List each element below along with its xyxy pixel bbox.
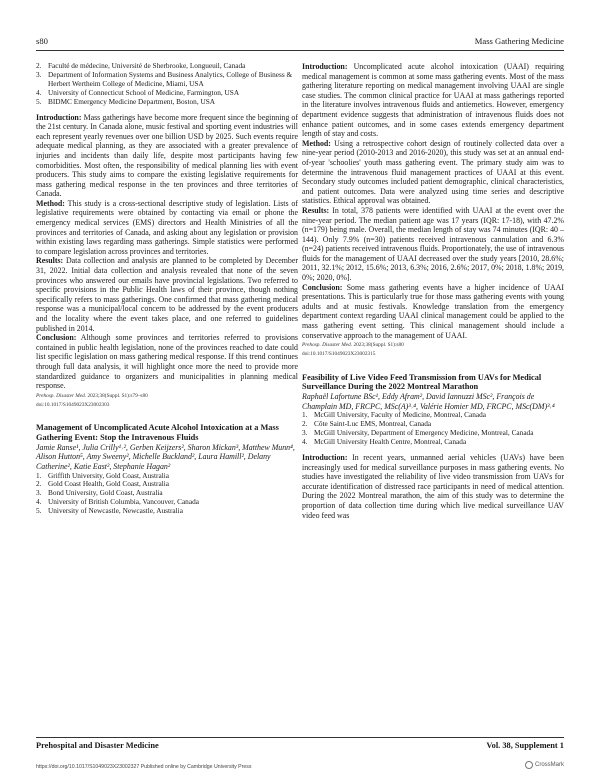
method-paragraph: Method: Using a retrospective cohort design of routinely collected data over a nine-year period (2010-2013 and 2016-2020), this study was set at an annual end-of-year 'schoolies' youth mass gathering event. The primary study aim was to determine the intravenous fluid management practices of UAAI at this event. Secondary study outcomes included patient demographic, clinical characteristics, and patient outcomes. Data were analyzed using time series and descriptive statistics. Ethical approval was obtained.	[302, 138, 564, 206]
article-affiliations	[302, 411, 564, 447]
running-header	[36, 36, 564, 48]
affiliation: 2. Gold Coast Health, Gold Coast, Australia	[36, 479, 169, 489]
method-paragraph: Method: This study is a cross-sectional descriptive study of legislation. Lists of legislative requirements were obtained by contacting via email or phone the emergency medical services (EMS) directors and Health Ministries of all the provinces and territories of Canada, and asking about any legislation or provision within existing laws regarding mass gatherings. Simple statistics were performed to compare legislation across provinces and territories.	[36, 198, 298, 256]
article-authors: Jamie Ranse¹, Julia Crilly¹˒², Gerben Keijzers², Sharon Mickan³, Matthew Munn⁴, Alison Hutton⁵, Amy Sweeny², Michelle Buckland², Laura Hamill², Delany Catherine², Katie East², Stephanie Hagan²	[36, 442, 295, 471]
page-number: s80	[36, 36, 48, 46]
crossmark-icon	[525, 761, 533, 769]
doi-link[interactable]: doi:10.1017/S1049023X23002303	[36, 401, 110, 408]
journal-name: Prehospital and Disaster Medicine	[36, 741, 159, 750]
publisher-credit[interactable]: https://doi.org/10.1017/S1049023X23002327 Published online by Cambridge University Press	[36, 764, 252, 770]
affiliation: 4. McGill University Health Centre, Montreal, Canada	[302, 437, 467, 447]
article-affiliations	[36, 472, 298, 517]
affiliation: 2. Faculté de médecine, Université de Sherbrooke, Longueuil, Canada	[36, 61, 246, 70]
article-title: Feasibility of Live Video Feed Transmission from UAVs for Medical Surveillance During the 2022 Montreal Marathon	[302, 372, 542, 392]
affiliation: 2. Côte Saint-Luc EMS, Montreal, Canada	[302, 419, 432, 429]
introduction-paragraph: Introduction: Mass gatherings have become more frequent since the beginning of the 21st century. In Canada alone, music festival and sporting event industries will each represent yearly revenues over one billion USD by 2025. Such events require adequate medical planning, as they are associated with a greater prevalence of injuries and incidents than daily life, despite most participants having few comorbidities. Most often, the responsibility of medical planning lies with event producers. This study aims to compare the existing legislative requirements for mass gathering medical response in the ten provinces and three territories of Canada.	[36, 112, 298, 199]
affiliation: 5. BIDMC Emergency Medicine Department, Boston, USA	[36, 96, 216, 106]
affiliation: 1. Griffith University, Gold Coast, Australia	[36, 470, 169, 480]
crossmark-logo[interactable]: CrossMark	[525, 761, 564, 769]
affiliation: 1. McGill University, Faculty of Medicine, Montreal, Canada	[302, 410, 486, 420]
affiliations-top	[36, 62, 298, 107]
journal-section: Mass Gathering Medicine	[474, 36, 564, 46]
right-column	[302, 62, 564, 520]
affiliation: 4. University of Connecticut School of Medicine, Farmington, USA	[36, 87, 240, 97]
results-paragraph: Results: In total, 378 patients were identified with UAAI at the event over the nine-year period. The median patient age was 17 years (IQR: 17-18), with 47.2% (n=179) being male. Overall, the median length of stay was 74 minutes (IQR: 40 – 144). Only 7.9% (n=30) patients received intravenous cannulation and 6.3% (n=24) patients received intravenous fluids. Proportionately, the use of intravenous fluids for the management of UAAI decreased over the study years [2010, 28.6%; 2011, 32.1%; 2012, 15.6%; 2013, 6.3%; 2016, 2.6%; 2017, 0%; 2018, 1.8%; 2019, 0%; 2020, 0%].	[302, 205, 564, 283]
citation: Prehosp. Disaster Med. 2023;38(Suppl. S1):s80	[302, 342, 404, 349]
doi-link[interactable]: doi:10.1017/S1049023X23002315	[302, 351, 376, 358]
volume-info: Vol. 38, Supplement 1	[486, 741, 564, 750]
introduction-paragraph: Introduction: Uncomplicated acute alcohol intoxication (UAAI) requiring medical management is common at some mass gathering events. Most of the mass gathering literature reporting on medical management involving UAAI are single case studies. The common clinical practice for UAAI at mass gatherings reported in the literature involves intravenous fluids and antiemetics. However, emergency department evidence suggests that administration of intravenous fluids does not enhance patient outcomes, and in some cases extends emergency department length of stay and costs.	[302, 62, 564, 139]
footer-rule	[36, 737, 564, 738]
header-rule	[36, 50, 564, 51]
citation: Prehosp. Disaster Med. 2023;38(Suppl. S1):s79–s80	[36, 392, 148, 399]
left-column	[36, 62, 298, 516]
conclusion-paragraph: Conclusion: Some mass gathering events have a higher incidence of UAAI presentations. This is particularly true for those mass gathering events with young adults and at music festivals. Knowledge translation from the emergency department context regarding UAAI clinical management could be applied to the mass gathering event setting. This clinical management should include a conservative approach to the management of UAAI.	[302, 282, 564, 340]
introduction-paragraph: Introduction: In recent years, unmanned aerial vehicles (UAVs) have been increasingly used for medical surveillance purposes in mass gathering events. No studies have investigated the reliability of live video transmission from UAVs for accurate identification of distressed race participants in need of medical attention. During the 2022 Montreal marathon, the aim of this study was to determine the proportion of data collection time during which live medical surveillance UAV video feed was	[302, 453, 564, 520]
affiliation: 3. Department of Information Systems and Business Analytics, College of Business & Herbert Wertheim College of Medicine, Miami, USA	[36, 69, 293, 88]
article-authors: Raphaël Lafortune BSc¹, Eddy Afram², David Iannuzzi MSc², François de Champlain MD, FRCPC, MSc(A)³˒⁴, Valérie Homier MD, FRCPC, MSc(DM)³˒⁴	[302, 392, 555, 411]
footer	[36, 741, 564, 753]
affiliation: 3. McGill University, Department of Emergency Medicine, Montreal, Canada	[302, 428, 534, 438]
conclusion-paragraph: Conclusion: Although some provinces and territories referred to provisions contained in public health legislation, none of the provinces reached to date could list specific legislation on mass gathering medical response. If this trend continues through full data analysis, it will highlight once more the need to provide more standardized guidance to organizers and municipalities in planning medical response.	[36, 333, 298, 391]
affiliation: 3. Bond University, Gold Coast, Australia	[36, 488, 163, 498]
results-paragraph: Results: Data collection and analysis are planned to be completed by December 31, 2022. Initial data collection and analysis revealed that none of the seven provinces who answered our emails have provincial legislations. Two referred to specific provisions in the Public Health laws of their province, though nothing specifically refers to mass gatherings. One confirmed that mass gathering medical response was a municipal/local concern to be addressed by the event producers and the locality where the event takes place, and one referred to guidelines published in 2014.	[36, 256, 298, 333]
article-title: Management of Uncomplicated Acute Alcohol Intoxication at a Mass Gathering Event: Stop the Intravenous Fluids	[36, 423, 279, 442]
affiliation: 5. University of Newcastle, Newcastle, Australia	[36, 506, 183, 516]
affiliation: 4. University of British Columbia, Vancouver, Canada	[36, 497, 199, 507]
